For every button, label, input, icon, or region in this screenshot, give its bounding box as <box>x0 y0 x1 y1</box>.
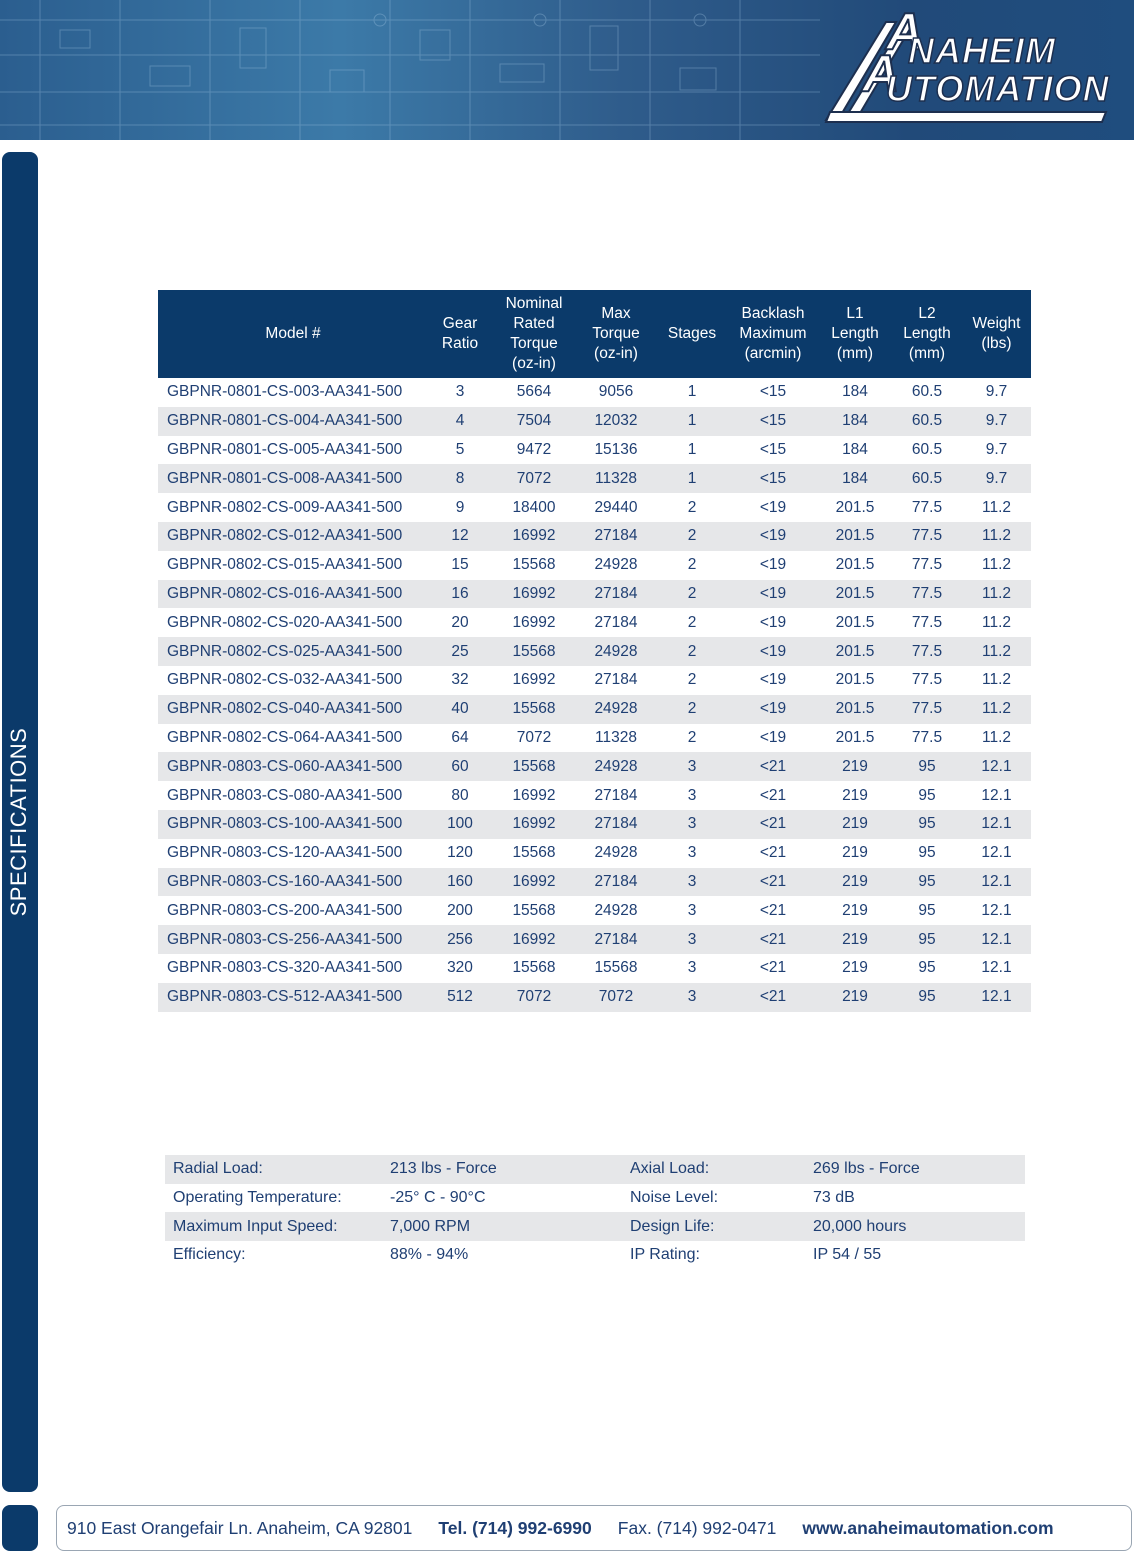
table-cell: 201.5 <box>835 671 875 689</box>
model-number-cell: GBPNR-0802-CS-032-AA341-500 <box>167 671 403 689</box>
table-cell: 12032 <box>576 407 656 436</box>
table-cell: 16992 <box>512 786 556 804</box>
model-number-cell: GBPNR-0803-CS-256-AA341-500 <box>158 925 428 954</box>
table-cell: 2 <box>687 613 697 631</box>
table-cell: 11.2 <box>962 695 1031 724</box>
table-cell: 95 <box>918 844 936 862</box>
table-cell: 201.5 <box>818 695 892 724</box>
table-cell: 3 <box>656 925 728 954</box>
table-row <box>158 752 1031 781</box>
table-cell: 7504 <box>492 407 576 436</box>
table-cell: 201.5 <box>835 613 875 631</box>
model-number-cell: GBPNR-0803-CS-100-AA341-500 <box>158 810 428 839</box>
table-cell: 2 <box>656 522 728 551</box>
table-cell: 27184 <box>594 671 638 689</box>
table-cell: 16992 <box>512 613 556 631</box>
footer-fax: Fax. (714) 992-0471 <box>617 1517 777 1538</box>
table-row <box>158 695 1031 724</box>
model-number-cell: GBPNR-0803-CS-200-AA341-500 <box>167 901 403 919</box>
table-cell: 24928 <box>594 556 638 574</box>
model-number-cell: GBPNR-0802-CS-012-AA341-500 <box>158 522 428 551</box>
table-cell: 15 <box>451 556 469 574</box>
table-cell: 2 <box>656 637 728 666</box>
model-number-cell: GBPNR-0802-CS-020-AA341-500 <box>167 613 403 631</box>
table-cell: 9472 <box>516 440 552 458</box>
table-cell: 77.5 <box>911 671 943 689</box>
table-cell: 9.7 <box>962 407 1031 436</box>
table-cell: 60.5 <box>911 383 943 401</box>
table-cell: 77.5 <box>892 695 962 724</box>
table-cell: 95 <box>892 810 962 839</box>
table-cell: 12 <box>428 522 492 551</box>
table-cell: 95 <box>892 983 962 1012</box>
model-number-cell: GBPNR-0801-CS-008-AA341-500 <box>158 464 428 493</box>
performance-specs-table <box>165 1155 1025 1270</box>
footer-tab <box>2 1505 38 1551</box>
table-cell: 11.2 <box>981 728 1012 746</box>
table-row <box>158 551 1031 580</box>
table-cell: 15568 <box>512 556 556 574</box>
header-banner <box>0 0 1134 140</box>
table-cell: <19 <box>728 580 818 609</box>
table-cell: <21 <box>759 844 787 862</box>
footer-address: 910 East Orangefair Ln. Anaheim, CA 92801 <box>67 1517 413 1538</box>
anaheim-automation-logo <box>816 3 1116 126</box>
header-l1-length: L1 Length (mm) <box>818 290 892 378</box>
model-number-cell: GBPNR-0801-CS-005-AA341-500 <box>167 440 403 458</box>
table-cell: 12.1 <box>981 844 1012 862</box>
table-cell: 219 <box>842 786 868 804</box>
table-cell: 9.7 <box>985 383 1008 401</box>
table-cell: 3 <box>656 752 728 781</box>
table-cell: 219 <box>818 868 892 897</box>
spec-row <box>165 1184 1025 1213</box>
spec-label: Maximum Input Speed: <box>165 1212 382 1241</box>
table-cell: 201.5 <box>835 498 875 516</box>
table-cell: 12.1 <box>962 752 1031 781</box>
table-cell: 2 <box>656 580 728 609</box>
spec-row <box>165 1155 1025 1184</box>
table-row <box>158 810 1031 839</box>
table-cell: 2 <box>656 695 728 724</box>
spec-value: IP 54 / 55 <box>813 1246 882 1264</box>
table-cell: <21 <box>728 868 818 897</box>
table-cell: 3 <box>656 868 728 897</box>
table-cell: <21 <box>759 959 787 977</box>
table-cell: 11.2 <box>981 613 1012 631</box>
table-cell: <15 <box>728 464 818 493</box>
spec-value: 73 dB <box>813 1189 855 1207</box>
table-cell: 201.5 <box>835 728 875 746</box>
model-number-cell: GBPNR-0803-CS-080-AA341-500 <box>167 786 403 804</box>
table-cell: 7072 <box>492 983 576 1012</box>
table-cell: 29440 <box>594 498 638 516</box>
table-cell: 11.2 <box>962 580 1031 609</box>
table-cell: 95 <box>918 786 936 804</box>
table-cell: 2 <box>687 556 697 574</box>
table-cell: 2 <box>687 671 697 689</box>
header-model: Model # <box>158 290 428 378</box>
table-row <box>158 493 1031 522</box>
table-cell: 15568 <box>492 752 576 781</box>
logo-initial-top: A <box>886 3 924 61</box>
table-cell: 219 <box>818 810 892 839</box>
spec-label: Design Life: <box>622 1212 805 1241</box>
table-cell: <19 <box>759 498 787 516</box>
header-max-torque: Max Torque (oz-in) <box>576 290 656 378</box>
model-number-cell: GBPNR-0802-CS-040-AA341-500 <box>158 695 428 724</box>
table-cell: 9.7 <box>985 440 1008 458</box>
table-cell: 77.5 <box>911 728 943 746</box>
table-cell: 7072 <box>576 983 656 1012</box>
model-number-cell: GBPNR-0802-CS-015-AA341-500 <box>167 556 403 574</box>
table-cell: 201.5 <box>835 556 875 574</box>
model-number-cell: GBPNR-0802-CS-016-AA341-500 <box>158 580 428 609</box>
table-cell: 5 <box>455 440 465 458</box>
table-cell: 219 <box>842 901 868 919</box>
table-cell: 3 <box>687 844 697 862</box>
table-cell: 15136 <box>594 440 638 458</box>
table-cell: 27184 <box>576 868 656 897</box>
table-cell: 12.1 <box>962 868 1031 897</box>
table-cell: 77.5 <box>911 613 943 631</box>
table-cell: 9.7 <box>962 464 1031 493</box>
table-cell: 9 <box>455 498 465 516</box>
table-cell: 11328 <box>595 728 637 746</box>
table-row <box>158 896 1031 925</box>
table-cell: <19 <box>759 671 787 689</box>
spec-label: Radial Load: <box>165 1155 382 1184</box>
table-cell: 7072 <box>516 728 552 746</box>
table-row <box>158 522 1031 551</box>
table-cell: 15568 <box>512 844 556 862</box>
table-cell: 7072 <box>492 464 576 493</box>
table-cell: 16992 <box>492 580 576 609</box>
table-cell: 60 <box>428 752 492 781</box>
footer-website-link[interactable]: www.anaheimautomation.com <box>802 1517 1054 1538</box>
spec-value: 7,000 RPM <box>382 1212 622 1241</box>
specifications-table <box>158 290 1031 1012</box>
table-row <box>158 608 1031 637</box>
table-cell: <15 <box>759 440 787 458</box>
performance-specs-body <box>165 1155 1025 1270</box>
table-cell: 12.1 <box>962 810 1031 839</box>
table-cell: <21 <box>759 786 787 804</box>
table-row <box>158 637 1031 666</box>
table-cell: 15568 <box>492 695 576 724</box>
table-row <box>158 839 1031 868</box>
header-gear-ratio: Gear Ratio <box>428 290 492 378</box>
table-cell: 40 <box>428 695 492 724</box>
table-cell: 18400 <box>512 498 556 516</box>
spec-value: 213 lbs - Force <box>382 1155 622 1184</box>
table-cell: <19 <box>759 728 787 746</box>
table-cell: 16992 <box>492 810 576 839</box>
table-cell: 12.1 <box>981 959 1012 977</box>
table-cell: 16992 <box>492 868 576 897</box>
model-number-cell: GBPNR-0803-CS-512-AA341-500 <box>158 983 428 1012</box>
table-cell: 120 <box>447 844 473 862</box>
footer-phone[interactable]: Tel. (714) 992-6990 <box>438 1517 592 1538</box>
table-cell: 24928 <box>594 901 638 919</box>
table-cell: 95 <box>918 959 936 977</box>
table-cell: 60.5 <box>892 407 962 436</box>
table-cell: 184 <box>818 407 892 436</box>
logo-word-anaheim: NAHEIM <box>908 30 1056 71</box>
table-cell: 2 <box>687 498 697 516</box>
table-cell: 16992 <box>512 671 556 689</box>
table-row <box>158 868 1031 897</box>
table-cell: 3 <box>455 383 465 401</box>
model-number-cell: GBPNR-0802-CS-009-AA341-500 <box>167 498 403 516</box>
model-number-cell: GBPNR-0801-CS-003-AA341-500 <box>167 383 403 401</box>
table-cell: 77.5 <box>892 580 962 609</box>
table-cell: 24928 <box>594 844 638 862</box>
table-cell: <19 <box>728 695 818 724</box>
spec-row <box>165 1241 1025 1270</box>
table-cell: 27184 <box>576 522 656 551</box>
table-cell: 512 <box>428 983 492 1012</box>
table-cell: 3 <box>687 901 697 919</box>
header-weight: Weight (lbs) <box>962 290 1031 378</box>
table-cell: <21 <box>728 752 818 781</box>
table-row <box>158 580 1031 609</box>
table-cell: 95 <box>892 868 962 897</box>
table-cell: 12.1 <box>981 901 1012 919</box>
spec-value: 269 lbs - Force <box>805 1155 1025 1184</box>
table-cell: 1 <box>687 440 697 458</box>
table-cell: 77.5 <box>911 498 943 516</box>
spec-value: 20,000 hours <box>805 1212 1025 1241</box>
table-cell: 100 <box>428 810 492 839</box>
table-cell: 12.1 <box>962 983 1031 1012</box>
table-cell: 27184 <box>576 925 656 954</box>
table-cell: 27184 <box>594 613 638 631</box>
table-cell: 16992 <box>492 925 576 954</box>
spec-label: IP Rating: <box>630 1246 700 1264</box>
model-number-cell: GBPNR-0802-CS-025-AA341-500 <box>158 637 428 666</box>
table-cell: 219 <box>818 752 892 781</box>
spec-label: Operating Temperature: <box>173 1189 342 1207</box>
table-cell: 15568 <box>594 959 638 977</box>
spec-label: Efficiency: <box>173 1246 246 1264</box>
table-cell: <21 <box>759 901 787 919</box>
table-row <box>158 781 1031 810</box>
table-cell: 95 <box>892 925 962 954</box>
table-cell: 201.5 <box>818 580 892 609</box>
table-row <box>158 464 1031 493</box>
header-nominal-torque: Nominal Rated Torque (oz-in) <box>492 290 576 378</box>
logo-word-automation: UTOMATION <box>886 68 1110 109</box>
table-cell: 11.2 <box>962 637 1031 666</box>
table-cell: <19 <box>728 522 818 551</box>
model-number-cell: GBPNR-0803-CS-320-AA341-500 <box>167 959 403 977</box>
table-cell: 9056 <box>598 383 634 401</box>
table-row <box>158 954 1031 983</box>
table-cell: 64 <box>451 728 469 746</box>
header-l2-length: L2 Length (mm) <box>892 290 962 378</box>
model-number-cell: GBPNR-0803-CS-120-AA341-500 <box>167 844 403 862</box>
table-cell: 2 <box>687 728 697 746</box>
table-cell: 24928 <box>576 752 656 781</box>
table-cell: <21 <box>728 925 818 954</box>
table-row <box>158 724 1031 753</box>
table-cell: 60.5 <box>892 464 962 493</box>
table-row <box>158 983 1031 1012</box>
table-cell: 95 <box>892 752 962 781</box>
table-cell: 77.5 <box>892 522 962 551</box>
table-cell: 219 <box>818 983 892 1012</box>
table-cell: 15568 <box>512 901 556 919</box>
table-cell: 219 <box>842 844 868 862</box>
table-cell: 24928 <box>576 637 656 666</box>
model-number-cell: GBPNR-0803-CS-160-AA341-500 <box>158 868 428 897</box>
table-cell: 184 <box>842 440 868 458</box>
table-cell: 201.5 <box>818 637 892 666</box>
spec-label: Axial Load: <box>622 1155 805 1184</box>
table-cell: <15 <box>728 407 818 436</box>
model-number-cell: GBPNR-0802-CS-064-AA341-500 <box>167 728 403 746</box>
model-number-cell: GBPNR-0801-CS-004-AA341-500 <box>158 407 428 436</box>
table-cell: 184 <box>818 464 892 493</box>
table-cell: 16992 <box>492 522 576 551</box>
table-body <box>158 378 1031 1012</box>
table-cell: 12.1 <box>981 786 1012 804</box>
table-cell: 201.5 <box>818 522 892 551</box>
table-cell: 11.2 <box>962 522 1031 551</box>
table-cell: 184 <box>842 383 868 401</box>
table-cell: 256 <box>428 925 492 954</box>
logo-initial-bottom: A <box>862 45 900 103</box>
table-cell: 4 <box>428 407 492 436</box>
table-cell: 24928 <box>576 695 656 724</box>
table-cell: <19 <box>728 637 818 666</box>
table-cell: 11.2 <box>981 671 1012 689</box>
table-cell: 1 <box>656 464 728 493</box>
table-cell: 77.5 <box>892 637 962 666</box>
table-cell: 200 <box>447 901 473 919</box>
spec-row <box>165 1212 1025 1241</box>
table-cell: 3 <box>656 810 728 839</box>
table-cell: 219 <box>842 959 868 977</box>
spec-value: 88% - 94% <box>390 1246 469 1264</box>
table-cell: 27184 <box>576 810 656 839</box>
table-cell: 8 <box>428 464 492 493</box>
table-cell: 16 <box>428 580 492 609</box>
table-cell: 1 <box>656 407 728 436</box>
model-number-cell: GBPNR-0803-CS-060-AA341-500 <box>158 752 428 781</box>
table-cell: 11.2 <box>981 498 1012 516</box>
table-row <box>158 436 1031 465</box>
header-backlash: Backlash Maximum (arcmin) <box>728 290 818 378</box>
table-cell: <19 <box>759 613 787 631</box>
header-stages: Stages <box>656 290 728 378</box>
table-cell: 160 <box>428 868 492 897</box>
table-cell: 320 <box>447 959 473 977</box>
spec-label: Noise Level: <box>630 1189 719 1207</box>
table-cell: 3 <box>656 983 728 1012</box>
table-row <box>158 378 1031 407</box>
table-cell: 219 <box>818 925 892 954</box>
table-cell: 5664 <box>516 383 552 401</box>
table-cell: 27184 <box>576 580 656 609</box>
table-cell: <21 <box>728 810 818 839</box>
sidebar-label: SPECIFICATIONS <box>6 727 31 917</box>
table-cell: 1 <box>687 383 697 401</box>
footer-contact-bar <box>56 1505 1132 1551</box>
table-row <box>158 407 1031 436</box>
table-cell: 15568 <box>492 637 576 666</box>
table-cell: 15568 <box>512 959 556 977</box>
table-cell: <15 <box>759 383 787 401</box>
table-cell: 27184 <box>594 786 638 804</box>
table-cell: 80 <box>451 786 469 804</box>
table-cell: 32 <box>451 671 469 689</box>
table-cell: 77.5 <box>911 556 943 574</box>
table-cell: 11.2 <box>981 556 1012 574</box>
table-cell: 3 <box>687 786 697 804</box>
table-row <box>158 666 1031 695</box>
table-cell: 20 <box>451 613 469 631</box>
table-header-row <box>158 290 1031 378</box>
spec-value: -25° C - 90°C <box>390 1189 486 1207</box>
table-cell: <21 <box>728 983 818 1012</box>
table-cell: 25 <box>428 637 492 666</box>
table-cell: 11328 <box>576 464 656 493</box>
table-row <box>158 925 1031 954</box>
table-cell: 60.5 <box>911 440 943 458</box>
table-cell: 3 <box>687 959 697 977</box>
table-cell: 95 <box>918 901 936 919</box>
table-cell: 12.1 <box>962 925 1031 954</box>
table-cell: <19 <box>759 556 787 574</box>
